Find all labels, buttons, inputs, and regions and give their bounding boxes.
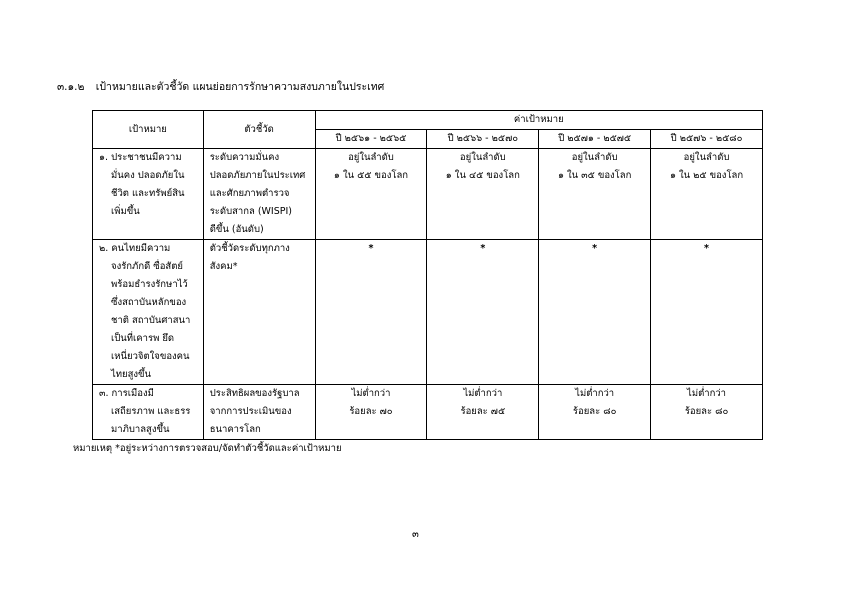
target-line: อยู่ในลำดับ (683, 152, 730, 163)
header-row (93, 111, 763, 130)
goal-line: เพิ่มขึ้น (111, 206, 140, 217)
target-line: อยู่ในลำดับ (348, 152, 394, 163)
target-cell (427, 240, 539, 385)
goal-line: จงรักภักดี ซื่อสัตย์ (111, 261, 183, 272)
goal-cell (93, 385, 204, 440)
target-cell (539, 385, 651, 440)
target-cell (427, 149, 539, 240)
pending-mark: * (704, 243, 710, 254)
goal-cell (93, 240, 204, 385)
indicator-line: ธนาคารโลก (209, 424, 261, 435)
goal-line: เสถียรภาพ และธรร (111, 406, 191, 417)
section-title: เป้าหมายและตัวชี้วัด แผนย่อยการรักษาความสงบภายในประเทศ (95, 81, 385, 93)
indicator-line: ระดับความมั่นคง (209, 152, 280, 163)
target-line: ไม่ต่ำกว่า (575, 388, 615, 399)
header-year: ปี ๒๕๗๑ - ๒๕๗๕ (539, 130, 651, 149)
goal-line: เป็นที่เคารพ ยึด (111, 333, 175, 344)
section-number: ๓.๑.๒ (57, 81, 85, 93)
target-cell (651, 240, 763, 385)
header-indicator: ตัวชี้วัด (203, 111, 315, 149)
targets-table (92, 110, 763, 440)
target-cell (315, 240, 427, 385)
page-number: ๓ (412, 529, 419, 540)
goal-line: ชีวิต และทรัพย์สิน (111, 188, 185, 199)
indicator-line: ประสิทธิผลของรัฐบาล (209, 388, 300, 399)
goal-cell (93, 149, 204, 240)
table-row (93, 385, 763, 440)
indicator-line: จากการประเมินของ (209, 406, 292, 417)
goal-line: มั่นคง ปลอดภัยใน (111, 170, 185, 181)
header-year: ปี ๒๕๖๑ - ๒๕๖๕ (315, 130, 427, 149)
target-line: ร้อยละ ๗๐ (349, 406, 393, 417)
header-goal: เป้าหมาย (93, 111, 204, 149)
indicator-line: ตัวชี้วัดระดับทุกภาง (209, 243, 290, 254)
pending-mark: * (368, 243, 374, 254)
goal-line: ชาติ สถาบันศาสนา (111, 315, 191, 326)
target-line: อยู่ในลำดับ (571, 152, 618, 163)
indicator-cell (203, 149, 315, 240)
target-line: ร้อยละ ๗๕ (460, 406, 506, 417)
pending-mark: * (480, 243, 486, 254)
target-line: ๑ ใน ๔๕ ของโลก (445, 170, 520, 181)
goal-line: ๓. การเมืองมี (99, 388, 154, 399)
target-line: ๑ ใน ๕๕ ของโลก (333, 170, 409, 181)
target-cell (427, 385, 539, 440)
goal-line: ไทยสูงขึ้น (111, 369, 152, 380)
indicator-line: สังคม* (209, 261, 238, 272)
target-line: ร้อยละ ๘๐ (572, 406, 617, 417)
indicator-line: และศักยภาพตำรวจ (209, 188, 290, 199)
target-cell (539, 149, 651, 240)
indicator-cell (203, 240, 315, 385)
target-line: ๑ ใน ๒๕ ของโลก (669, 170, 744, 181)
section-heading (57, 78, 384, 95)
target-cell (651, 385, 763, 440)
table-row (93, 149, 763, 240)
indicator-cell (203, 385, 315, 440)
footnote: หมายเหตุ *อยู่ระหว่างการตรวจสอบ/จัดทำตัวชี้วัดและค่าเป้าหมาย (73, 443, 342, 454)
goal-line: ซึ่งสถาบันหลักของ (111, 297, 187, 308)
target-line: อยู่ในลำดับ (459, 152, 506, 163)
target-line: ๑ ใน ๓๕ ของโลก (557, 170, 632, 181)
goal-line: เหนี่ยวจิตใจของคน (111, 351, 190, 362)
indicator-line: ดีขึ้น (อันดับ) (209, 224, 264, 235)
target-cell (539, 240, 651, 385)
indicator-line: ปลอดภัยภายในประเทศ (209, 170, 306, 181)
target-cell (315, 149, 427, 240)
goal-line: พร้อมธำรงรักษาไว้ (111, 279, 188, 290)
target-cell (651, 149, 763, 240)
target-line: ไม่ต่ำกว่า (687, 388, 727, 399)
goal-line: มาภิบาลสูงขึ้น (111, 424, 170, 435)
pending-mark: * (592, 243, 598, 254)
table-row (93, 240, 763, 385)
header-target: ค่าเป้าหมาย (315, 111, 762, 130)
target-line: ร้อยละ ๘๐ (684, 406, 729, 417)
header-year: ปี ๒๕๗๖ - ๒๕๘๐ (651, 130, 763, 149)
indicator-line: ระดับสากล (WISPI) (209, 206, 293, 217)
target-cell (315, 385, 427, 440)
target-line: ไม่ต่ำกว่า (463, 388, 503, 399)
goal-line: ๒. คนไทยมีความ (99, 243, 171, 254)
header-year: ปี ๒๕๖๖ - ๒๕๗๐ (427, 130, 539, 149)
goal-line: ๑. ประชาชนมีความ (99, 152, 182, 163)
target-line: ไม่ต่ำกว่า (351, 388, 391, 399)
